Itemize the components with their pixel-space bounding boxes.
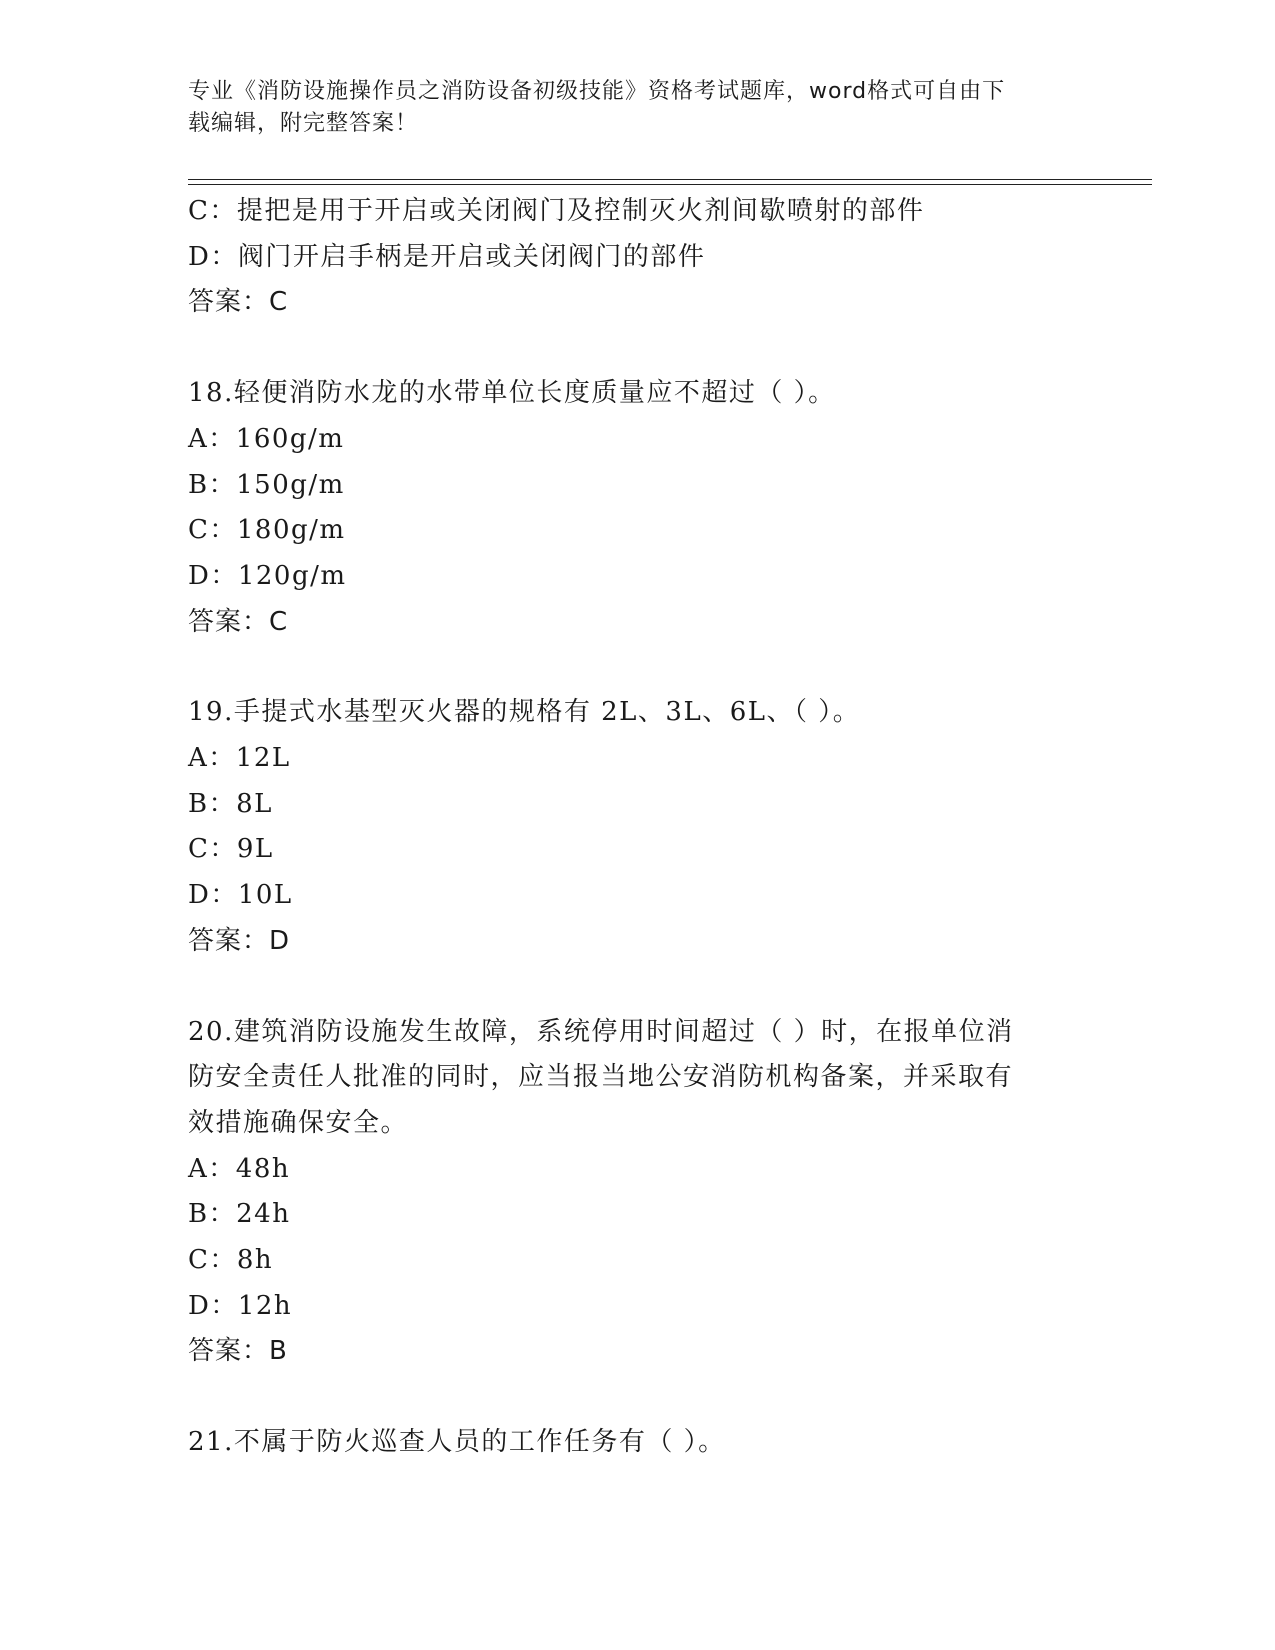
option-d: D：10L [188,880,293,911]
answer-line: 答案：D [188,925,291,956]
header-line-1: 专业《消防设施操作员之消防设备初级技能》资格考试题库，word格式可自由下 [188,79,1006,104]
option-a: A：160g/m [188,423,345,454]
option-d: D：12h [188,1290,293,1321]
option-c: C：180g/m [188,515,346,546]
option-c: C：9L [188,834,274,865]
question-stem [188,1010,1088,1147]
answer-line: 答案：B [188,1336,288,1367]
header-divider-top [188,179,1152,180]
stem-line: 21.不属于防火巡查人员的工作任务有（ ）。 [188,1427,726,1458]
stem-line: 19.手提式水基型灭火器的规格有 2L、3L、6L、（ ）。 [188,697,861,728]
option-c: C：提把是用于开启或关闭阀门及控制灭火剂间歇喷射的部件 [188,196,925,226]
question-stem [188,690,1088,736]
question-21 [188,1420,1088,1466]
option-b: B：150g/m [188,469,345,500]
stem-line: 防安全责任人批准的同时，应当报当地公安消防机构备案，并采取有 [188,1062,1014,1093]
option-c: C：8h [188,1245,274,1276]
question-list [188,189,1088,1466]
header-line-2: 载编辑，附完整答案！ [188,111,419,136]
option-b: B：24h [188,1199,291,1230]
answer-line: 答案：C [188,606,289,637]
option-a: A：12L [188,743,291,774]
stem-line: 20.建筑消防设施发生故障，系统停用时间超过（ ）时，在报单位消 [188,1016,1014,1047]
question-stem [188,371,1088,417]
answer-line: 答案：C [188,287,289,318]
question-19 [188,690,1088,964]
option-a: A：48h [188,1153,291,1184]
stem-line: 18.轻便消防水龙的水带单位长度质量应不超过（ ）。 [188,378,836,409]
document-header [188,76,1088,140]
option-d: D：阀门开启手柄是开启或关闭阀门的部件 [188,241,706,272]
carryover-question-block [188,189,1088,326]
option-b: B：8L [188,788,273,819]
question-20 [188,1010,1088,1376]
stem-line: 效措施确保安全。 [188,1107,409,1138]
header-divider-bottom [188,184,1152,185]
question-18 [188,371,1088,645]
option-d: D：120g/m [188,560,347,591]
question-stem [188,1420,1088,1466]
